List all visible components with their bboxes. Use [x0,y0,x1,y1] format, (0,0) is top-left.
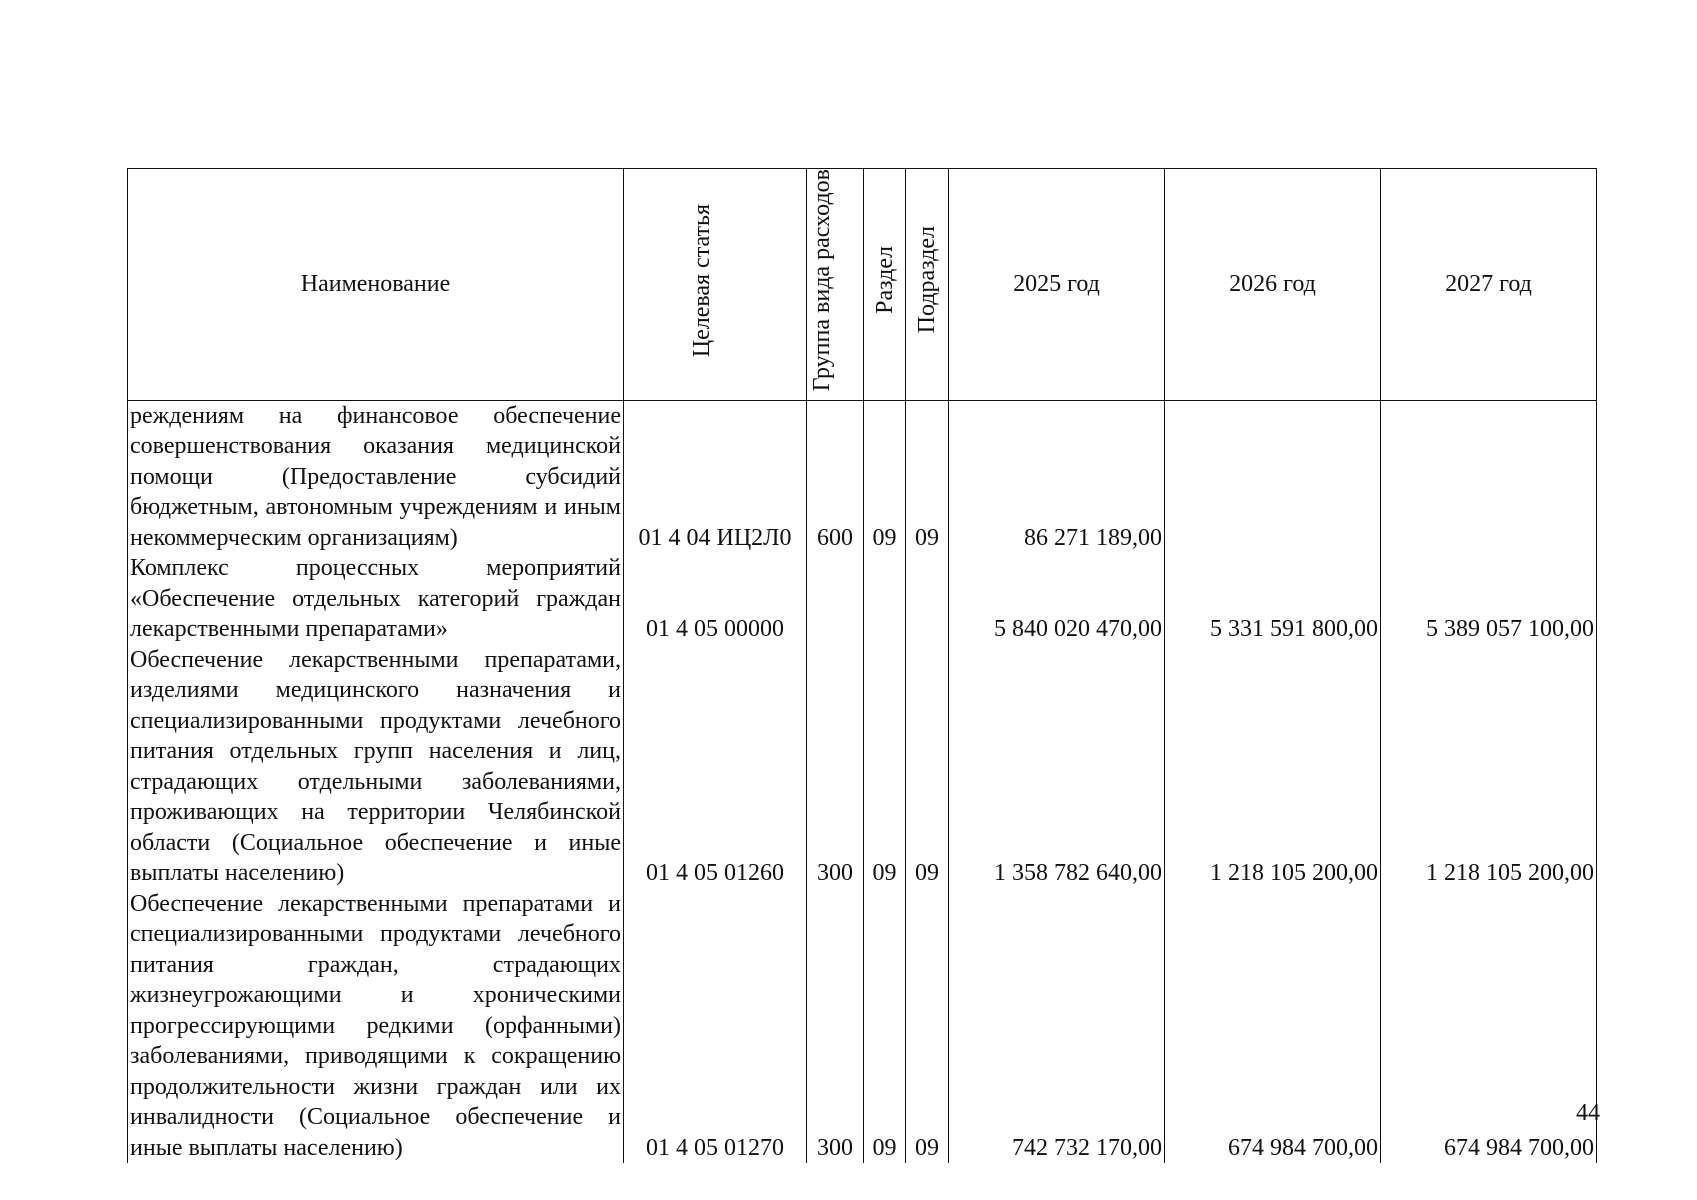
row-expense-group: 600 [807,400,864,553]
row-amount-2025: 86 271 189,00 [949,400,1165,553]
table-row [128,645,1597,889]
row-amount-2025: 1 358 782 640,00 [949,645,1165,889]
header-subsection: Подраздел [906,169,949,401]
row-name: Обеспечение лекарственными препаратами, изделиями медицинского назначения и специализированными продуктами лечебного питания отдельных групп населения и лиц, страдающих отдельными заболеваниями, проживающих на территории Челябинской области (Социальное обеспечение и иные выплаты населению) [128,645,624,889]
header-expense-group: Группа вида расходов [807,169,864,401]
row-subsection: 09 [906,400,949,553]
table-header [128,169,1597,401]
row-target-article: 01 4 05 01270 [624,889,807,1164]
row-target-article: 01 4 05 01260 [624,645,807,889]
row-amount-2026: 1 218 105 200,00 [1165,645,1381,889]
row-section [864,553,906,645]
table-row [128,889,1597,1164]
row-section: 09 [864,645,906,889]
header-name: Наименование [128,169,624,401]
row-target-article: 01 4 04 ИЦ2Л0 [624,400,807,553]
table-row [128,400,1597,553]
row-expense-group [807,553,864,645]
header-section: Раздел [864,169,906,401]
row-amount-2027: 1 218 105 200,00 [1381,645,1597,889]
row-name: реждениям на финансовое обеспечение совершенствования оказания медицинской помощи (Предоставление субсидий бюджетным, автономным учреждениям и иным некоммерческим организациям) [128,400,624,553]
row-section: 09 [864,400,906,553]
row-section: 09 [864,889,906,1164]
row-amount-2026 [1165,400,1381,553]
table-body [128,400,1597,1163]
row-amount-2025: 5 840 020 470,00 [949,553,1165,645]
row-amount-2027: 674 984 700,00 [1381,889,1597,1164]
row-name: Обеспечение лекарственными препаратами и специализированными продуктами лечебного питания граждан, страдающих жизнеугрожающими и хроническими прогрессирующими редкими (орфанными) заболеваниями, приводящими к сокращению продолжительности жизни граждан или их инвалидности (Социальное обеспечение и иные выплаты населению) [128,889,624,1164]
header-year-2027: 2027 год [1381,169,1597,401]
row-amount-2026: 5 331 591 800,00 [1165,553,1381,645]
header-target-article: Целевая статья [624,169,807,401]
row-expense-group: 300 [807,889,864,1164]
page-number: 44 [1576,1100,1600,1126]
table-row [128,553,1597,645]
row-subsection [906,553,949,645]
row-amount-2026: 674 984 700,00 [1165,889,1381,1164]
row-subsection: 09 [906,645,949,889]
header-year-2025: 2025 год [949,169,1165,401]
row-amount-2027: 5 389 057 100,00 [1381,553,1597,645]
header-year-2026: 2026 год [1165,169,1381,401]
budget-table [127,168,1597,1163]
row-name: Комплекс процессных мероприятий «Обеспечение отдельных категорий граждан лекарственными препаратами» [128,553,624,645]
row-amount-2027 [1381,400,1597,553]
row-amount-2025: 742 732 170,00 [949,889,1165,1164]
row-target-article: 01 4 05 00000 [624,553,807,645]
row-subsection: 09 [906,889,949,1164]
row-expense-group: 300 [807,645,864,889]
